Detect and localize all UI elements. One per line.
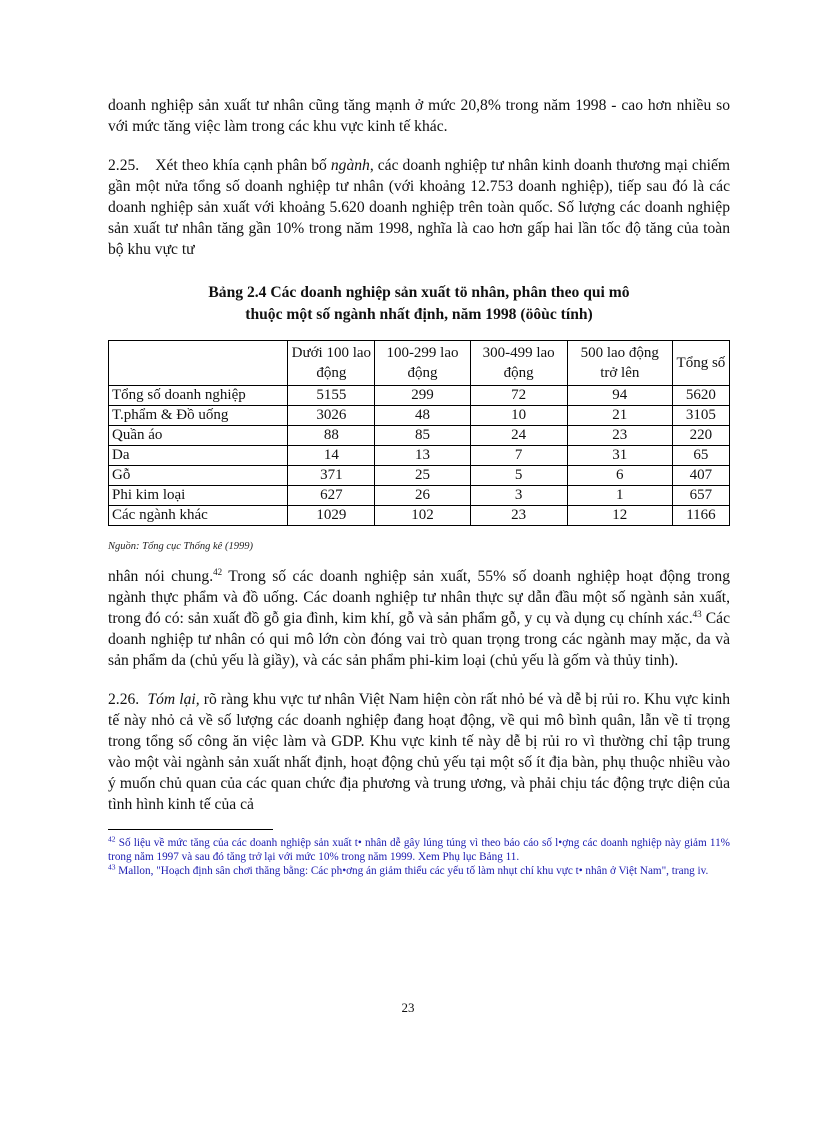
- caption-estimate: (öôùc tính): [520, 306, 593, 323]
- table-row: [109, 426, 730, 446]
- row-label: Da: [109, 446, 288, 466]
- header-cell: [109, 341, 288, 386]
- paragraph-text: rõ ràng khu vực tư nhân Việt Nam hiện còn rất nhỏ bé và dễ bị rủi ro. Khu vực kinh tế này nhỏ cả về số lượng các doanh nghiệp đang hoạt động, về qui mô bình quân, lẫn về tỉ trọng trong tổng số công ăn việc làm và GDP. Khu vực kinh tế này dễ bị rủi ro vì thường chỉ tập trung vào một vài ngành sản xuất nhất định, hoạt động chủ yếu tại một số ít địa bàn, phụ thuộc nhiều vào ý muốn chủ quan của các quan chức địa phương và trung ương, và phải chịu tác động trực diện của tình hình kinh tế của cả: [108, 691, 730, 813]
- table-cell: 220: [672, 426, 729, 446]
- header-cell: Dưới 100 lao động: [288, 341, 375, 386]
- paragraph-2-25: [108, 155, 730, 260]
- table-cell: 88: [288, 426, 375, 446]
- table-cell: 31: [567, 446, 672, 466]
- caption-line-1: Bảng 2.4 Các doanh nghiệp sản xuất tö nhân, phân theo qui mô: [208, 284, 630, 301]
- table-row: [109, 406, 730, 426]
- header-cell: 300-499 lao động: [470, 341, 567, 386]
- paragraph-2-26: [108, 689, 730, 815]
- enterprise-table: [108, 340, 730, 526]
- row-label: T.phẩm & Đồ uống: [109, 406, 288, 426]
- row-label: Phi kim loại: [109, 486, 288, 506]
- table-cell: 657: [672, 486, 729, 506]
- paragraph-intro: doanh nghiệp sản xuất tư nhân cũng tăng mạnh ở mức 20,8% trong năm 1998 - cao hơn nhiều so với mức tăng việc làm trong các khu vực kinh tế khác.: [108, 97, 730, 135]
- table-cell: 65: [672, 446, 729, 466]
- row-label: Quần áo: [109, 426, 288, 446]
- row-label: Tổng số doanh nghiệp: [109, 386, 288, 406]
- table-source: Nguồn: Tổng cục Thống kê (1999): [108, 541, 253, 552]
- paragraph-text: Trong số các doanh nghiệp sản xuất, 55% số doanh nghiệp hoạt động trong ngành thực phẩm và đồ uống. Các doanh nghiệp tư nhân thực sự dẫn đầu một số ngành sản xuất, trong đó có: sản xuất đồ gỗ gia đình, kim khí, gỗ và sản phẩm gỗ, y cụ và dụng cụ chính xác.: [108, 568, 730, 627]
- header-cell: Tổng số: [672, 341, 729, 386]
- table-cell: 23: [567, 426, 672, 446]
- table-cell: 1029: [288, 506, 375, 526]
- footnote-divider: [108, 829, 273, 830]
- table-cell: 627: [288, 486, 375, 506]
- table-header-row: [109, 341, 730, 386]
- table-cell: 102: [375, 506, 470, 526]
- table-cell: 85: [375, 426, 470, 446]
- row-label: Các ngành khác: [109, 506, 288, 526]
- footnote-text: Số liệu về mức tăng của các doanh nghiệp sản xuất t• nhân dễ gây lúng túng vì theo báo cáo số l•ợng các doanh nghiệp này giảm 11% trong năm 1997 và sau đó tăng trở lại với mức 10% trong năm 1999. Xem Phụ lục Bảng 11.: [108, 837, 730, 863]
- footnote-ref[interactable]: 43: [692, 608, 702, 619]
- footnote-43: [108, 864, 730, 878]
- footnote-number: 42: [108, 834, 116, 844]
- table-row: [109, 446, 730, 466]
- header-cell: 100-299 lao động: [375, 341, 470, 386]
- footnote-text: Mallon, "Hoạch định sân chơi thăng bằng: Các ph•ơng án giảm thiểu các yếu tố làm nhụt chí khu vực t• nhân ở Việt Nam", trang iv.: [115, 865, 709, 877]
- italic-term: ngành: [330, 157, 370, 174]
- paragraph-text: Xét theo khía cạnh phân bố: [155, 157, 331, 174]
- italic-term: Tóm lại,: [147, 691, 200, 708]
- table-cell: 5155: [288, 386, 375, 406]
- table-cell: 371: [288, 466, 375, 486]
- table-cell: 24: [470, 426, 567, 446]
- table-cell: 5620: [672, 386, 729, 406]
- page-number: 23: [401, 1000, 415, 1015]
- table-cell: 94: [567, 386, 672, 406]
- footnote-ref[interactable]: 42: [213, 566, 223, 577]
- table-cell: 1166: [672, 506, 729, 526]
- table-cell: 14: [288, 446, 375, 466]
- table-cell: 26: [375, 486, 470, 506]
- table-row: [109, 466, 730, 486]
- paragraph-number: 2.26.: [108, 691, 140, 708]
- header-cell: 500 lao động trở lên: [567, 341, 672, 386]
- table-cell: 5: [470, 466, 567, 486]
- table-cell: 3: [470, 486, 567, 506]
- table-cell: 407: [672, 466, 729, 486]
- table-cell: 299: [375, 386, 470, 406]
- document-page: [108, 95, 730, 878]
- table-cell: 72: [470, 386, 567, 406]
- table-cell: 23: [470, 506, 567, 526]
- paragraph-continued: [108, 566, 730, 671]
- table-cell: 13: [375, 446, 470, 466]
- table-row: [109, 486, 730, 506]
- footnotes: [108, 836, 730, 878]
- footnote-number: 43: [108, 862, 116, 872]
- paragraph-text: Các doanh nghiệp tư nhân có qui mô lớn còn đóng vai trò quan trọng trong các ngành may mặc, da và sản phẩm da (chủ yếu là giầy), và các sản phẩm phi-kim loại (chủ yếu là gốm và thủy tinh).: [108, 610, 730, 669]
- table-cell: 1: [567, 486, 672, 506]
- table-cell: 3105: [672, 406, 729, 426]
- row-label: Gỗ: [109, 466, 288, 486]
- paragraph-number: 2.25.: [108, 157, 140, 174]
- table-cell: 25: [375, 466, 470, 486]
- table-cell: 6: [567, 466, 672, 486]
- table-cell: 21: [567, 406, 672, 426]
- table-cell: 48: [375, 406, 470, 426]
- paragraph-text: nhân nói chung.: [108, 568, 214, 585]
- table-cell: 3026: [288, 406, 375, 426]
- table-cell: 12: [567, 506, 672, 526]
- paragraph-text: , các doanh nghiệp tư nhân kinh doanh thương mại chiếm gần một nửa tổng số doanh nghiệp tư nhân (với khoảng 12.753 doanh nghiệp), tiếp sau đó là các doanh nghiệp sản xuất với khoảng 5.620 doanh nghiệp trên toàn quốc. Số lượng các doanh nghiệp sản xuất tư nhân tăng gần 10% trong năm 1998, nghĩa là cao hơn gấp hai lần tốc độ tăng của toàn bộ khu vực tư: [108, 157, 730, 258]
- table-cell: 10: [470, 406, 567, 426]
- caption-line-2: [108, 304, 730, 326]
- caption-title: thuộc một số ngành nhất định, năm 1998: [245, 306, 517, 323]
- table-caption: [108, 282, 730, 326]
- footnote-42: [108, 836, 730, 864]
- table-row: [109, 386, 730, 406]
- table-row: [109, 506, 730, 526]
- table-cell: 7: [470, 446, 567, 466]
